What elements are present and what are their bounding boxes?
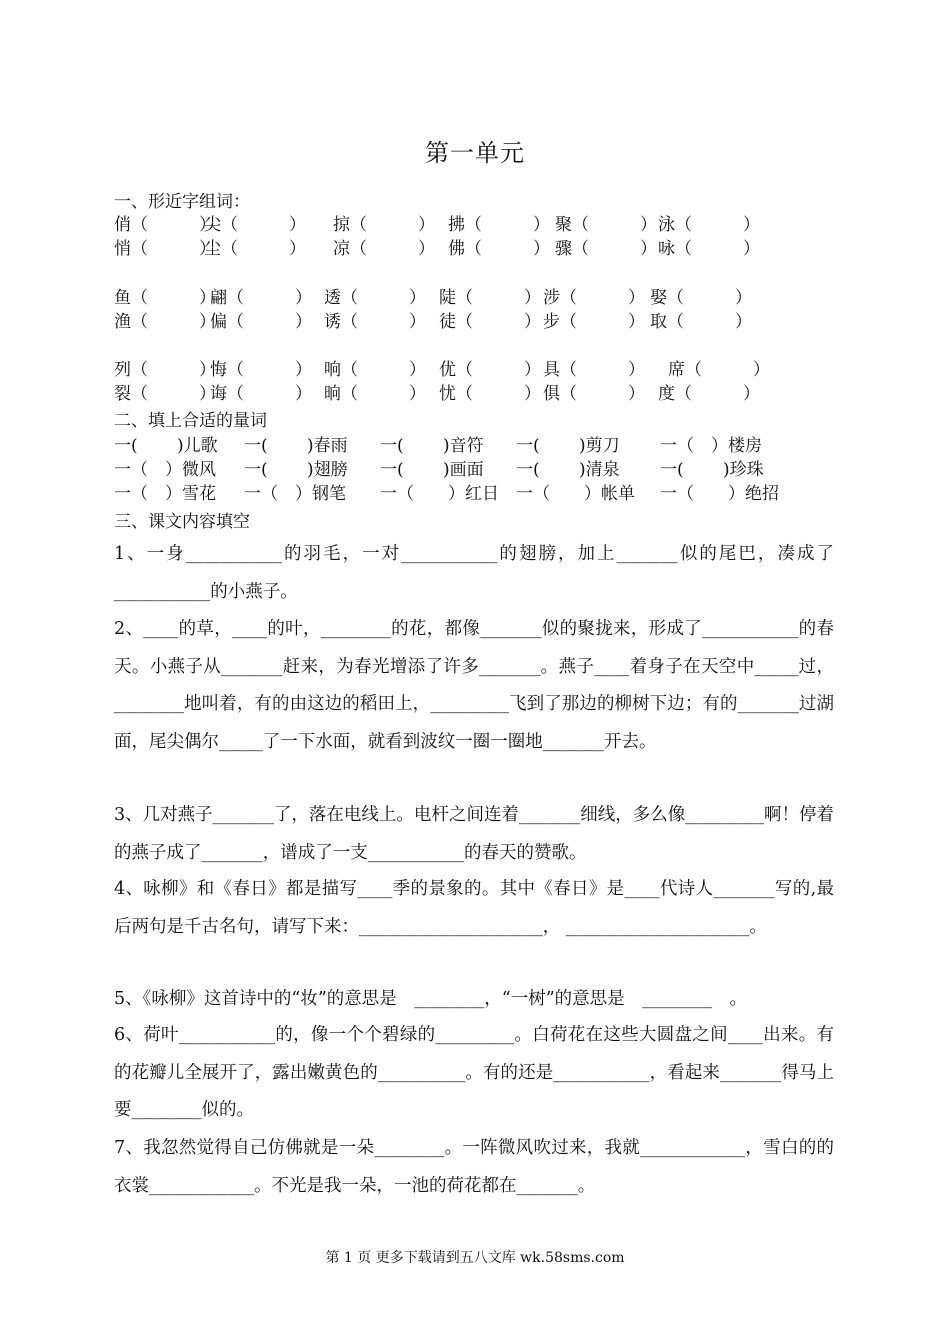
char-cell: 掠（ ） (333, 215, 435, 235)
char-cell: 透（ ） (324, 288, 426, 308)
char-cell: 娶（ ） (650, 288, 752, 308)
fill-blank-item-5: 5、《咏柳》这首诗中的“妆”的意思是 ________，“一树”的意思是 ________ 。 (114, 989, 748, 1009)
measure-cell: 一（ ）楼房 (660, 436, 762, 456)
measure-cell: 一( )音符 (380, 436, 484, 456)
char-cell: 悄（ ） (114, 239, 216, 259)
fill-blank-item-2: 2、____的草，____的叶，________的花，都像_______似的聚拢来，形成了___________的春天。小燕子从_______赶来，为春光增添了许多_______。燕子____着身子在天空中_____过，________地叫着，有的由这边的稻田上，_________飞到了那边的柳树下边；有的_______过湖面，尾尖偶尔_____了一下水面，就看到波纹一圈一圈地_______开去。 (114, 619, 834, 752)
fill-blank-item-3: 3、几对燕子_______了，落在电线上。电杆之间连着_______细线，多么像_________啊！停着的燕子成了_______，谱成了一支___________的春天的赞歌。 (114, 805, 834, 863)
measure-cell: 一（ ）绝招 (660, 484, 779, 504)
char-cell: 忧（ ） (439, 384, 541, 404)
measure-cell: 一（ ）雪花 (114, 484, 216, 504)
char-cell: 诲（ ） (210, 384, 312, 404)
section2-heading: 二、填上合适的量词 (114, 411, 267, 431)
measure-cell: 一（ ）帐单 (516, 484, 635, 504)
char-cell: 骤（ ） (555, 239, 657, 259)
char-cell: 俏（ ） (114, 215, 216, 235)
fill-blank-item-4: 4、咏柳》和《春日》都是描写____季的景象的。其中《春日》是____代诗人_______写的,最后两句是千古名句，请写下来：_____________________， _____________________。 (114, 879, 834, 937)
char-cell: 悔（ ） (210, 360, 312, 380)
char-cell: 席（ ） (668, 360, 770, 380)
char-cell: 尖（ ） (204, 215, 306, 235)
char-cell: 偏（ ） (210, 312, 312, 332)
char-cell: 徒（ ） (439, 312, 541, 332)
char-cell: 步（ ） (543, 312, 645, 332)
char-cell: 尘（ ） (204, 239, 306, 259)
char-cell: 聚（ ） (555, 215, 657, 235)
char-cell: 涉（ ） (543, 288, 645, 308)
char-cell: 裂（ ） (114, 384, 216, 404)
measure-cell: 一（ ）红日 (380, 484, 499, 504)
char-cell: 俱（ ） (543, 384, 645, 404)
measure-cell: 一（ ）钢笔 (244, 484, 346, 504)
char-cell: 泳（ ） (658, 215, 760, 235)
measure-cell: 一( )儿歌 (114, 436, 218, 456)
char-cell: 凉（ ） (333, 239, 435, 259)
char-cell: 佛（ ） (448, 239, 550, 259)
char-cell: 晌（ ） (324, 384, 426, 404)
fill-blank-item-6: 6、荷叶___________的，像一个个碧绿的_________。白荷花在这些大圆盘之间____出来。有的花瓣儿全展开了，露出嫩黄色的__________。有的还是___________，看起来_______得马上要________似的。 (114, 1025, 834, 1120)
section3-heading: 三、课文内容填空 (114, 512, 250, 532)
char-cell: 度（ ） (658, 384, 760, 404)
measure-cell: 一（ ）微风 (114, 460, 216, 480)
measure-cell: 一( )翅膀 (244, 460, 348, 480)
page-title: 第一单元 (425, 139, 525, 167)
measure-cell: 一( )春雨 (244, 436, 348, 456)
char-cell: 翩（ ） (210, 288, 312, 308)
measure-cell: 一( )剪刀 (516, 436, 620, 456)
char-cell: 诱（ ） (324, 312, 426, 332)
char-cell: 拂（ ） (448, 215, 550, 235)
measure-cell: 一( )珍珠 (660, 460, 764, 480)
char-cell: 响（ ） (324, 360, 426, 380)
char-cell: 具（ ） (543, 360, 645, 380)
measure-cell: 一( )画面 (380, 460, 484, 480)
measure-cell: 一( )清泉 (516, 460, 620, 480)
char-cell: 列（ ） (114, 360, 216, 380)
char-cell: 鱼（ ） (114, 288, 216, 308)
page-footer: 第 1 页 更多下载请到五八文库 wk.58sms.com (325, 1250, 625, 1266)
char-cell: 咏（ ） (658, 239, 760, 259)
char-cell: 陡（ ） (439, 288, 541, 308)
char-cell: 取（ ） (650, 312, 752, 332)
fill-blank-item-1: 1、一身___________的羽毛，一对___________的翅膀，加上_______似的尾巴，凑成了___________的小燕子。 (114, 544, 834, 602)
char-cell: 渔（ ） (114, 312, 216, 332)
char-cell: 优（ ） (439, 360, 541, 380)
fill-blank-item-7: 7、我忽然觉得自己仿佛就是一朵________。一阵微风吹过来，我就____________，雪白的的衣裳____________。不光是我一朵，一池的荷花都在_______。 (114, 1138, 834, 1196)
section1-heading: 一、形近字组词： (114, 192, 250, 212)
